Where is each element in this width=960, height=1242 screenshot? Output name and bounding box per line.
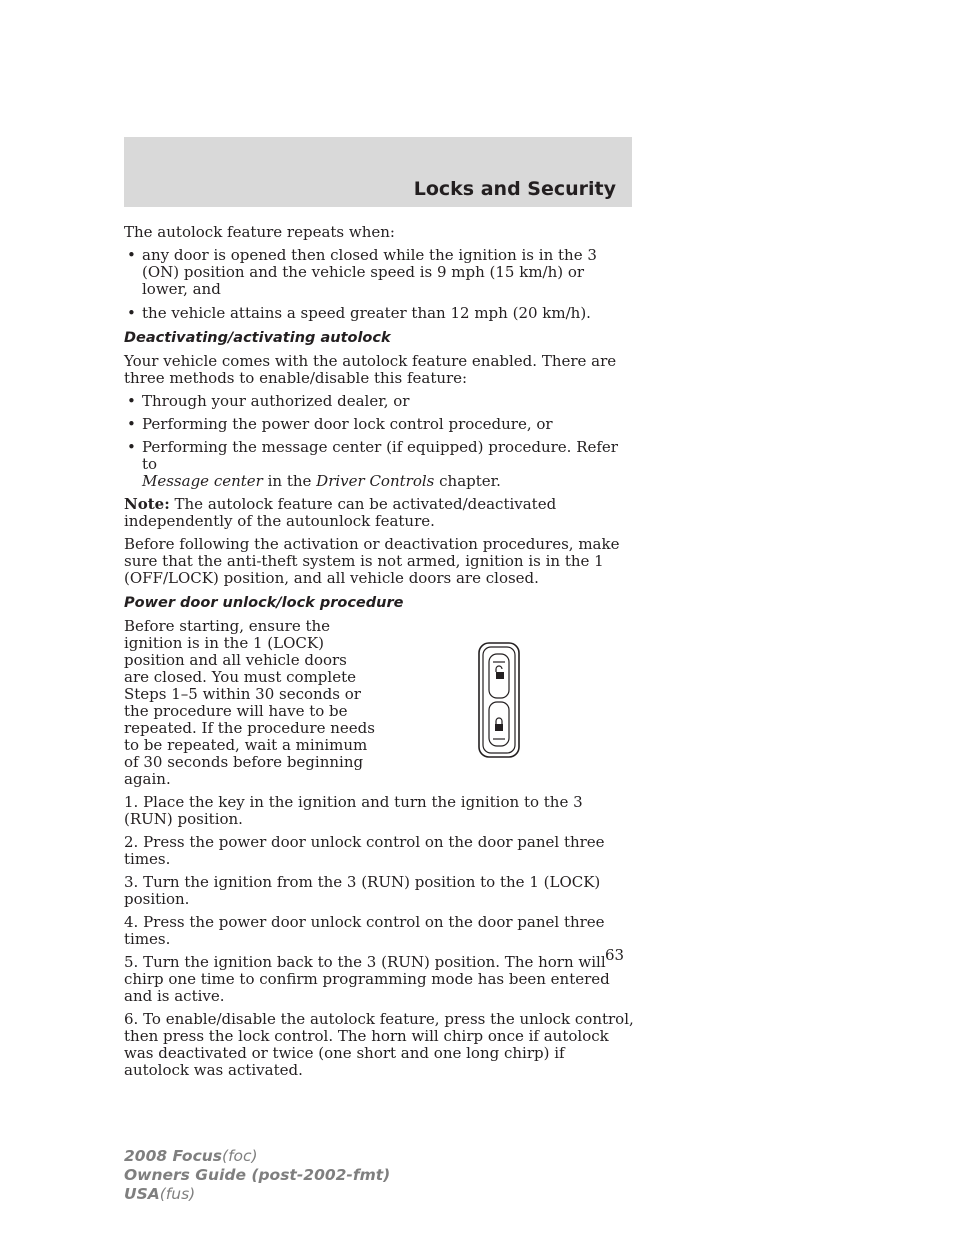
procedure-step: 1. Place the key in the ignition and turn the ignition to the 3 (RUN) position. (124, 793, 583, 828)
chapter-header-band (124, 137, 632, 207)
footer-line-market: USA(fus) (124, 1185, 196, 1203)
autolock-methods-paragraph: Your vehicle comes with the autolock feature enabled. There are three methods to enable/disable this feature: (124, 352, 617, 387)
note-label: Note: (124, 495, 170, 513)
procedure-step: 6. To enable/disable the autolock feature, press the unlock control, then press the lock control. The horn will chirp once if autolock was deactivated or twice (one short and one long chirp) if autolock was activated. (124, 1010, 634, 1079)
procedure-step: 4. Press the power door unlock control on the door panel three times. (124, 913, 605, 948)
footer-line-model: 2008 Focus(foc) (124, 1147, 258, 1165)
cross-reference-message-center: Message center (142, 472, 263, 490)
procedure-step: 5. Turn the ignition back to the 3 (RUN) position. The horn will chirp one time to confirm programming mode has been entered and is active. (124, 953, 610, 1005)
list-item: • Performing the message center (if equipped) procedure. Refer to Message center in the Driver Controls chapter. (127, 438, 618, 490)
bullet-icon: • (127, 415, 136, 433)
autolock-repeat-intro: The autolock feature repeats when: (124, 223, 395, 241)
bullet-icon: • (127, 438, 136, 456)
autolock-methods-list (124, 393, 634, 490)
procedure-intro-block (124, 618, 634, 788)
list-item: • any door is opened then closed while the ignition is in the 3 (ON) position and the vehicle speed is 9 mph (15 km/h) or lower, and (127, 246, 597, 298)
procedure-step: 2. Press the power door unlock control on the door panel three times. (124, 833, 605, 868)
bullet-icon: • (127, 246, 136, 264)
procedure-step: 3. Turn the ignition from the 3 (RUN) position to the 1 (LOCK) position. (124, 873, 601, 908)
document-footer (124, 1147, 390, 1204)
section-heading-power-door-procedure: Power door unlock/lock procedure (124, 595, 404, 611)
page-number: 63 (605, 946, 625, 964)
procedure-intro-paragraph: Before starting, ensure the ignition is in the 1 (LOCK) position and all vehicle doors are closed. You must complete Steps 1–5 within 30 seconds or the procedure will have to be repeated. If the procedure needs to be repeated, wait a minimum of 30 seconds before beginning again. (124, 617, 375, 788)
bullet-icon: • (127, 304, 136, 322)
page-content (124, 224, 634, 1079)
chapter-title: Locks and Security (413, 178, 616, 200)
list-item: • the vehicle attains a speed greater than 12 mph (20 km/h). (127, 304, 591, 322)
section-heading-deactivating-autolock: Deactivating/activating autolock (124, 330, 391, 346)
footer-line-guide: Owners Guide (post-2002-fmt) (124, 1166, 391, 1184)
list-item: • Through your authorized dealer, or (127, 392, 410, 410)
autolock-repeat-list (124, 247, 634, 322)
bullet-icon: • (127, 392, 136, 410)
note-paragraph: Note: The autolock feature can be activated/deactivated independently of the autounlock feature. (124, 495, 557, 530)
list-item: • Performing the power door lock control procedure, or (127, 415, 553, 433)
cross-reference-driver-controls: Driver Controls (316, 472, 435, 490)
door-lock-switch-illustration (478, 642, 520, 758)
before-procedure-paragraph: Before following the activation or deactivation procedures, make sure that the anti-theft system is not armed, ignition is in the 1 (OFF/LOCK) position, and all vehicle doors are closed. (124, 535, 620, 587)
